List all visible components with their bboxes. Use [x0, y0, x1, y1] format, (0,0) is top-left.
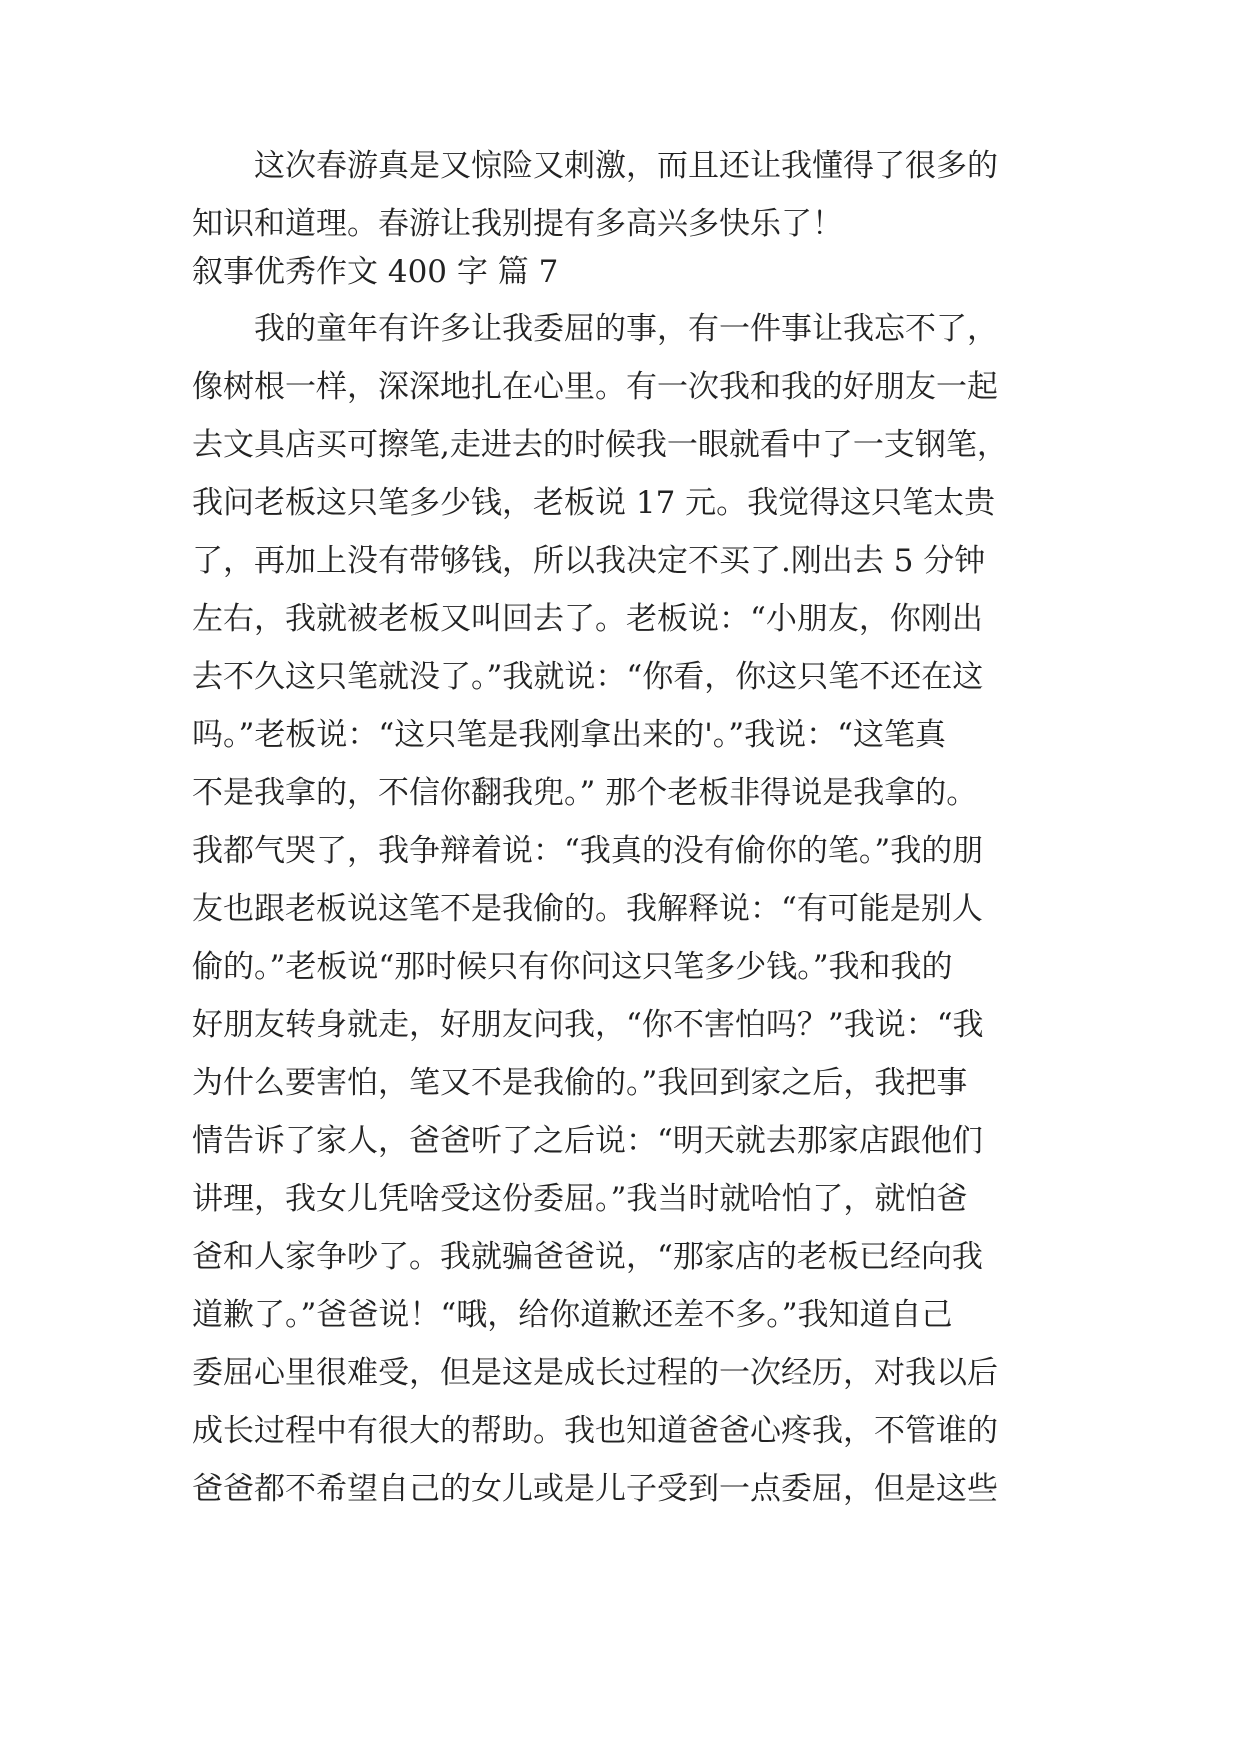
paragraph-line: 好朋友转身就走，好朋友问我，“你不害怕吗？”我说：“我 — [192, 1007, 984, 1043]
section-heading: 叙事优秀作文 400 字 篇 7 — [192, 254, 559, 290]
paragraph-line: 不是我拿的，不信你翻我兜。” 那个老板非得说是我拿的。 — [192, 775, 978, 811]
previous-paragraph — [192, 137, 1052, 253]
paragraph-line: 委屈心里很难受，但是这是成长过程的一次经历，对我以后 — [192, 1355, 998, 1391]
paragraph-line: 我问老板这只笔多少钱，老板说 17 元。我觉得这只笔太贵 — [192, 485, 996, 521]
paragraph-line: 我的童年有许多让我委屈的事，有一件事让我忘不了， — [254, 311, 998, 347]
paragraph-line: 爸爸都不希望自己的女儿或是儿子受到一点委屈，但是这些 — [192, 1471, 998, 1507]
paragraph-line: 成长过程中有很大的帮助。我也知道爸爸心疼我，不管谁的 — [192, 1413, 998, 1449]
paragraph-line: 讲理，我女儿凭啥受这份委屈。”我当时就哈怕了，就怕爸 — [192, 1181, 968, 1217]
paragraph-line: 为什么要害怕，笔又不是我偷的。”我回到家之后，我把事 — [192, 1065, 968, 1101]
paragraph-line: 去文具店买可擦笔,走进去的时候我一眼就看中了一支钢笔， — [192, 427, 1008, 463]
paragraph-line: 吗。”老板说：“这只笔是我刚拿出来的'。”我说：“这笔真 — [192, 717, 946, 753]
paragraph-line: 友也跟老板说这笔不是我偷的。我解释说：“有可能是别人 — [192, 891, 983, 927]
paragraph-line: 爸和人家争吵了。我就骗爸爸说，“那家店的老板已经向我 — [192, 1239, 983, 1275]
paragraph-line: 像树根一样，深深地扎在心里。有一次我和我的好朋友一起 — [192, 369, 998, 405]
paragraph-line: 知识和道理。春游让我别提有多高兴多快乐了！ — [192, 206, 843, 242]
paragraph-line: 了，再加上没有带够钱，所以我决定不买了.刚出去 5 分钟 — [192, 543, 986, 579]
paragraph-line: 左右，我就被老板又叫回去了。老板说：“小朋友，你刚出 — [192, 601, 983, 637]
paragraph-line: 这次春游真是又惊险又刺激，而且还让我懂得了很多的 — [254, 148, 998, 184]
section-heading-block — [192, 243, 1052, 301]
paragraph-line: 情告诉了家人，爸爸听了之后说：“明天就去那家店跟他们 — [192, 1123, 983, 1159]
paragraph-line: 我都气哭了，我争辩着说：“我真的没有偷你的笔。”我的朋 — [192, 833, 984, 869]
paragraph-line: 去不久这只笔就没了。”我就说：“你看，你这只笔不还在这 — [192, 659, 984, 695]
main-paragraph — [192, 300, 1052, 1518]
paragraph-line: 道歉了。”爸爸说！“哦，给你道歉还差不多。”我知道自己 — [192, 1297, 953, 1333]
paragraph-line: 偷的。”老板说“那时候只有你问这只笔多少钱。”我和我的 — [192, 949, 953, 985]
